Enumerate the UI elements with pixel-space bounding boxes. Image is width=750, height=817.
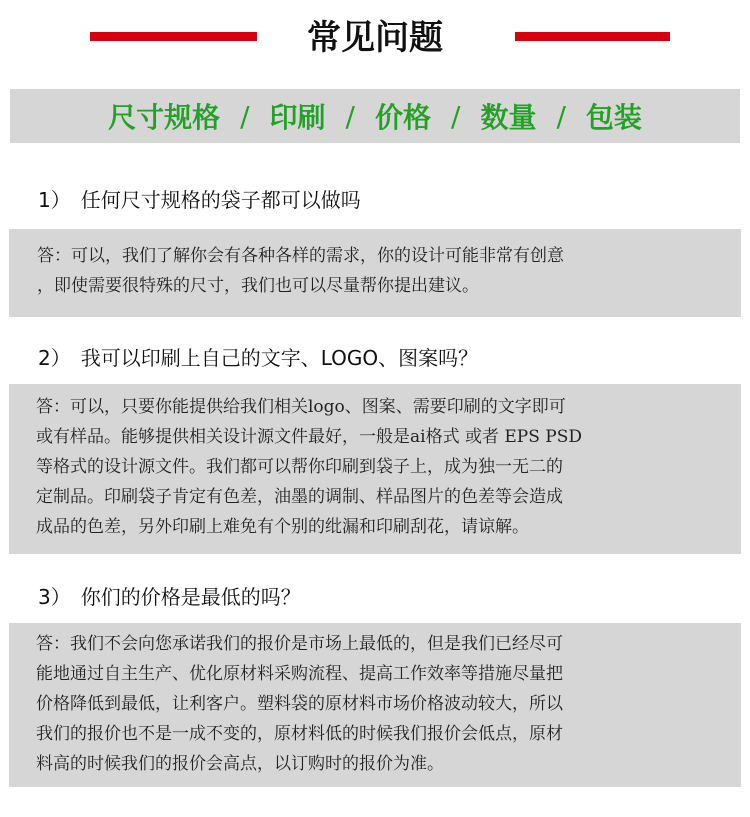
answer-line: 等格式的设计源文件。我们都可以帮你印刷到袋子上，成为独一无二的 <box>36 457 563 477</box>
answer-line: 价格降低到最低，让利客户。塑料袋的原材料市场价格波动较大，所以 <box>36 694 563 714</box>
topic-separator: / <box>451 99 461 133</box>
answer-line: 能地通过自主生产、优化原材料采购流程、提高工作效率等措施尽量把 <box>36 664 563 684</box>
topic-packaging: 包装 <box>585 101 642 134</box>
answer-line: 成品的色差，另外印刷上难免有个别的纰漏和印刷刮花，请谅解。 <box>36 517 529 537</box>
question-text: 我可以印刷上自己的文字、LOGO、图案吗？ <box>80 346 479 370</box>
question-number: 3） <box>38 585 71 609</box>
topic-price: 价格 <box>374 101 431 134</box>
faq-question-1 <box>38 186 361 214</box>
topic-printing: 印刷 <box>269 101 326 134</box>
topic-size: 尺寸规格 <box>108 101 221 134</box>
answer-line: 答：我们不会向您承诺我们的报价是市场上最低的，但是我们已经尽可 <box>36 634 563 654</box>
answer-line: 答：可以，只要你能提供给我们相关logo、图案、需要印刷的文字即可 <box>36 397 566 417</box>
faq-question-2 <box>38 344 478 372</box>
question-text: 任何尺寸规格的袋子都可以做吗 <box>80 188 361 212</box>
faq-answer-3 <box>9 623 741 787</box>
topic-banner <box>10 89 740 143</box>
question-number: 1） <box>38 188 71 212</box>
answer-line: 答：可以，我们了解你会有各种各样的需求，你的设计可能非常有创意 <box>37 246 564 266</box>
topic-quantity: 数量 <box>480 101 537 134</box>
topic-separator: / <box>556 99 566 133</box>
answer-line: 定制品。印刷袋子肯定有色差，油墨的调制、样品图片的色差等会造成 <box>36 487 563 507</box>
faq-question-3 <box>38 583 301 611</box>
answer-line: 我们的报价也不是一成不变的，原材料低的时候我们报价会低点，原材 <box>36 724 563 744</box>
topic-separator: / <box>240 99 250 133</box>
topic-separator: / <box>345 99 355 133</box>
faq-answer-2 <box>9 384 741 554</box>
page-title: 常见问题 <box>307 18 443 58</box>
answer-line: 料高的时候我们的报价会高点，以订购时的报价为准。 <box>36 754 444 774</box>
title-decoration-right <box>515 32 670 41</box>
answer-line: ，即使需要很特殊的尺寸，我们也可以尽量帮你提出建议。 <box>37 276 479 296</box>
question-text: 你们的价格是最低的吗？ <box>80 585 301 609</box>
answer-line: 或有样品。能够提供相关设计源文件最好，一般是ai格式 或者 EPS PSD <box>36 427 582 447</box>
question-number: 2） <box>38 346 71 370</box>
faq-answer-1 <box>9 229 741 317</box>
